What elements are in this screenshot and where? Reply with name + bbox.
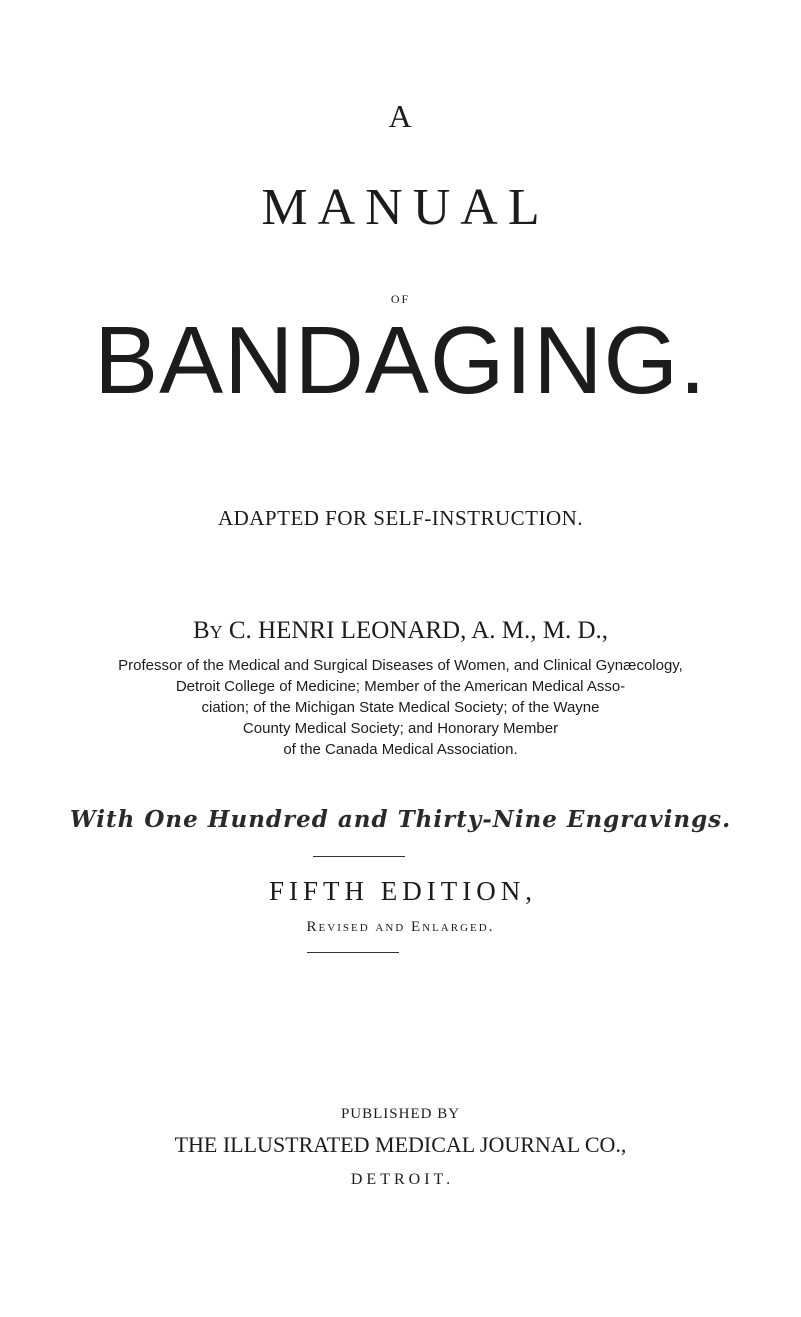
affiliation-line: ciation; of the Michigan State Medical Society; of the Wayne — [201, 699, 600, 716]
affiliation-line: County Medical Society; and Honorary Member — [242, 720, 559, 737]
engravings-note: With One Hundred and Thirty-Nine Engravings. — [69, 806, 732, 833]
published-by: PUBLISHED BY — [340, 1106, 461, 1122]
author-affiliation — [0, 655, 801, 760]
title-article: A — [388, 98, 413, 134]
title-subject: BANDAGING. — [94, 307, 707, 414]
affiliation-line: Professor of the Medical and Surgical Diseases of Women, and Clinical Gynæcology, — [118, 657, 683, 674]
publisher-city: DETROIT. — [350, 1171, 455, 1188]
edition: FIFTH EDITION, — [269, 876, 537, 906]
edition-note: Revised and Enlarged. — [306, 919, 495, 935]
author-line — [0, 617, 801, 645]
publisher: THE ILLUSTRATED MEDICAL JOURNAL CO., — [174, 1132, 627, 1157]
author-prefix: By — [192, 617, 223, 644]
author-name: C. HENRI LEONARD, A. M., M. D., — [228, 617, 609, 644]
title-main: MANUAL — [261, 179, 550, 236]
divider-bottom — [307, 952, 399, 953]
divider-top — [313, 856, 405, 857]
subtitle: ADAPTED FOR SELF-INSTRUCTION. — [217, 506, 584, 530]
affiliation-line: of the Canada Medical Association. — [283, 741, 518, 758]
title-of: OF — [390, 292, 411, 306]
affiliation-line: Detroit College of Medicine; Member of the American Medical Asso- — [175, 678, 626, 695]
